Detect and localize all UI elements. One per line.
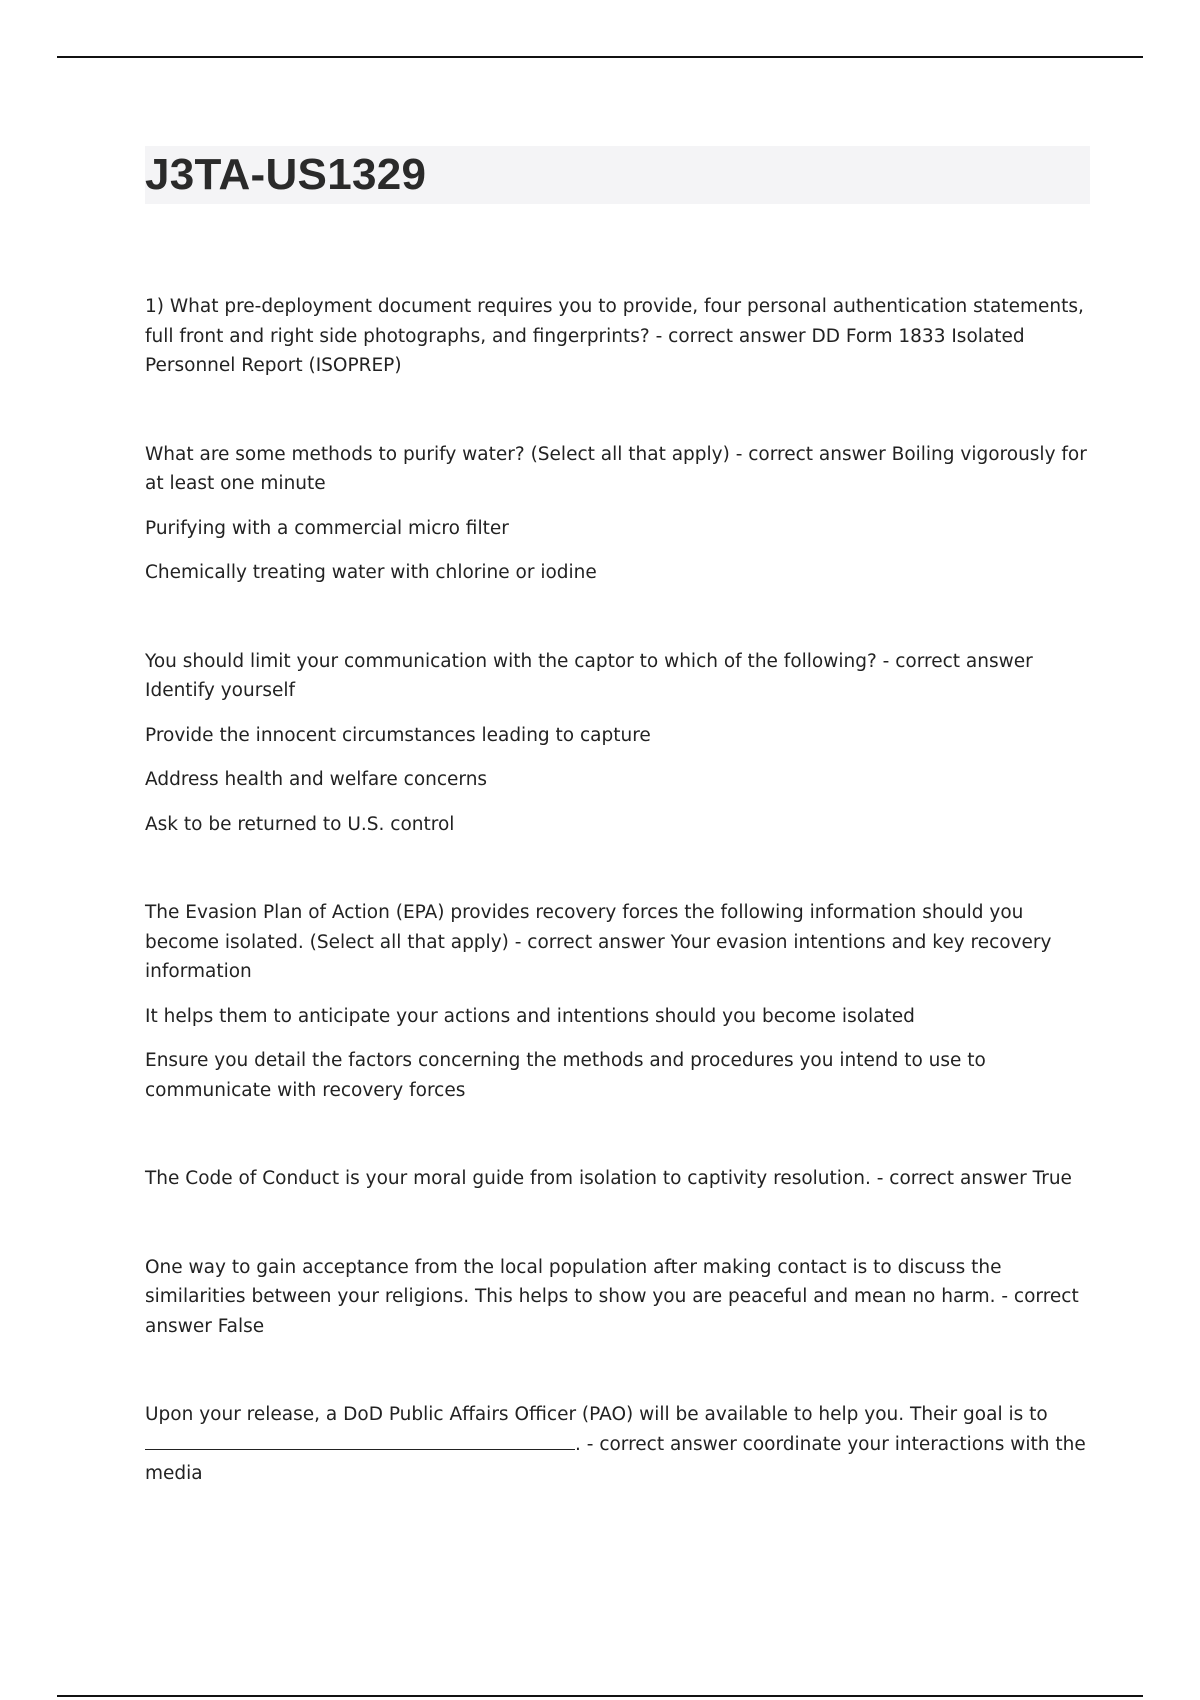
header-rule: [57, 56, 1143, 58]
answer-line: Chemically treating water with chlorine or iodine: [145, 562, 597, 583]
answer-line: Purifying with a commercial micro filter: [145, 517, 509, 539]
question-text: One way to gain acceptance from the local population after making contact is to discuss the similarities between your religions. This helps to show you are peaceful and mean no harm. - correct answer False: [145, 1256, 1079, 1337]
question-text-end: . - correct answer coordinate your interactions with the media: [145, 1433, 1086, 1484]
answer-line: Address health and welfare concerns: [145, 769, 488, 790]
answer-line: Ensure you detail the factors concerning the methods and procedures you intend to use to communicate with recovery forces: [145, 1050, 986, 1101]
question-text: 1) What pre-deployment document requires you to provide, four personal authentication statements, full front and right side photographs, and fingerprints? - correct answer DD Form 1833 Isolated Personnel Report (ISOPREP): [145, 296, 1084, 376]
qa-item: [145, 292, 1090, 381]
qa-item: [145, 440, 1090, 588]
question-text: You should limit your communication with the captor to which of the following? - correct answer Identify yourself: [145, 650, 1033, 701]
qa-item: [145, 1253, 1090, 1342]
qa-item: [145, 647, 1090, 840]
document-title: J3TA-US1329: [145, 150, 427, 199]
footer-rule: [57, 1695, 1143, 1697]
fill-in-blank: [145, 1431, 575, 1450]
qa-item: [145, 1164, 1090, 1194]
qa-item: [145, 898, 1090, 1105]
qa-content: [145, 292, 1090, 1548]
question-text: What are some methods to purify water? (Select all that apply) - correct answer Boiling vigorously for at least one minute: [145, 443, 1087, 494]
qa-item: [145, 1400, 1090, 1489]
question-text-start: Upon your release, a DoD Public Affairs Officer (PAO) will be available to help you. Their goal is to: [145, 1404, 1048, 1425]
answer-line: Provide the innocent circumstances leading to capture: [145, 724, 651, 746]
answer-line: It helps them to anticipate your actions and intentions should you become isolated: [145, 1005, 915, 1027]
question-text: The Evasion Plan of Action (EPA) provides recovery forces the following information should you become isolated. (Select all that apply) - correct answer Your evasion intentions and key recovery information: [145, 902, 1052, 982]
answer-line: Ask to be returned to U.S. control: [145, 813, 455, 835]
question-text: [145, 1400, 1090, 1489]
question-text: The Code of Conduct is your moral guide from isolation to captivity resolution. - correct answer True: [145, 1168, 1072, 1189]
